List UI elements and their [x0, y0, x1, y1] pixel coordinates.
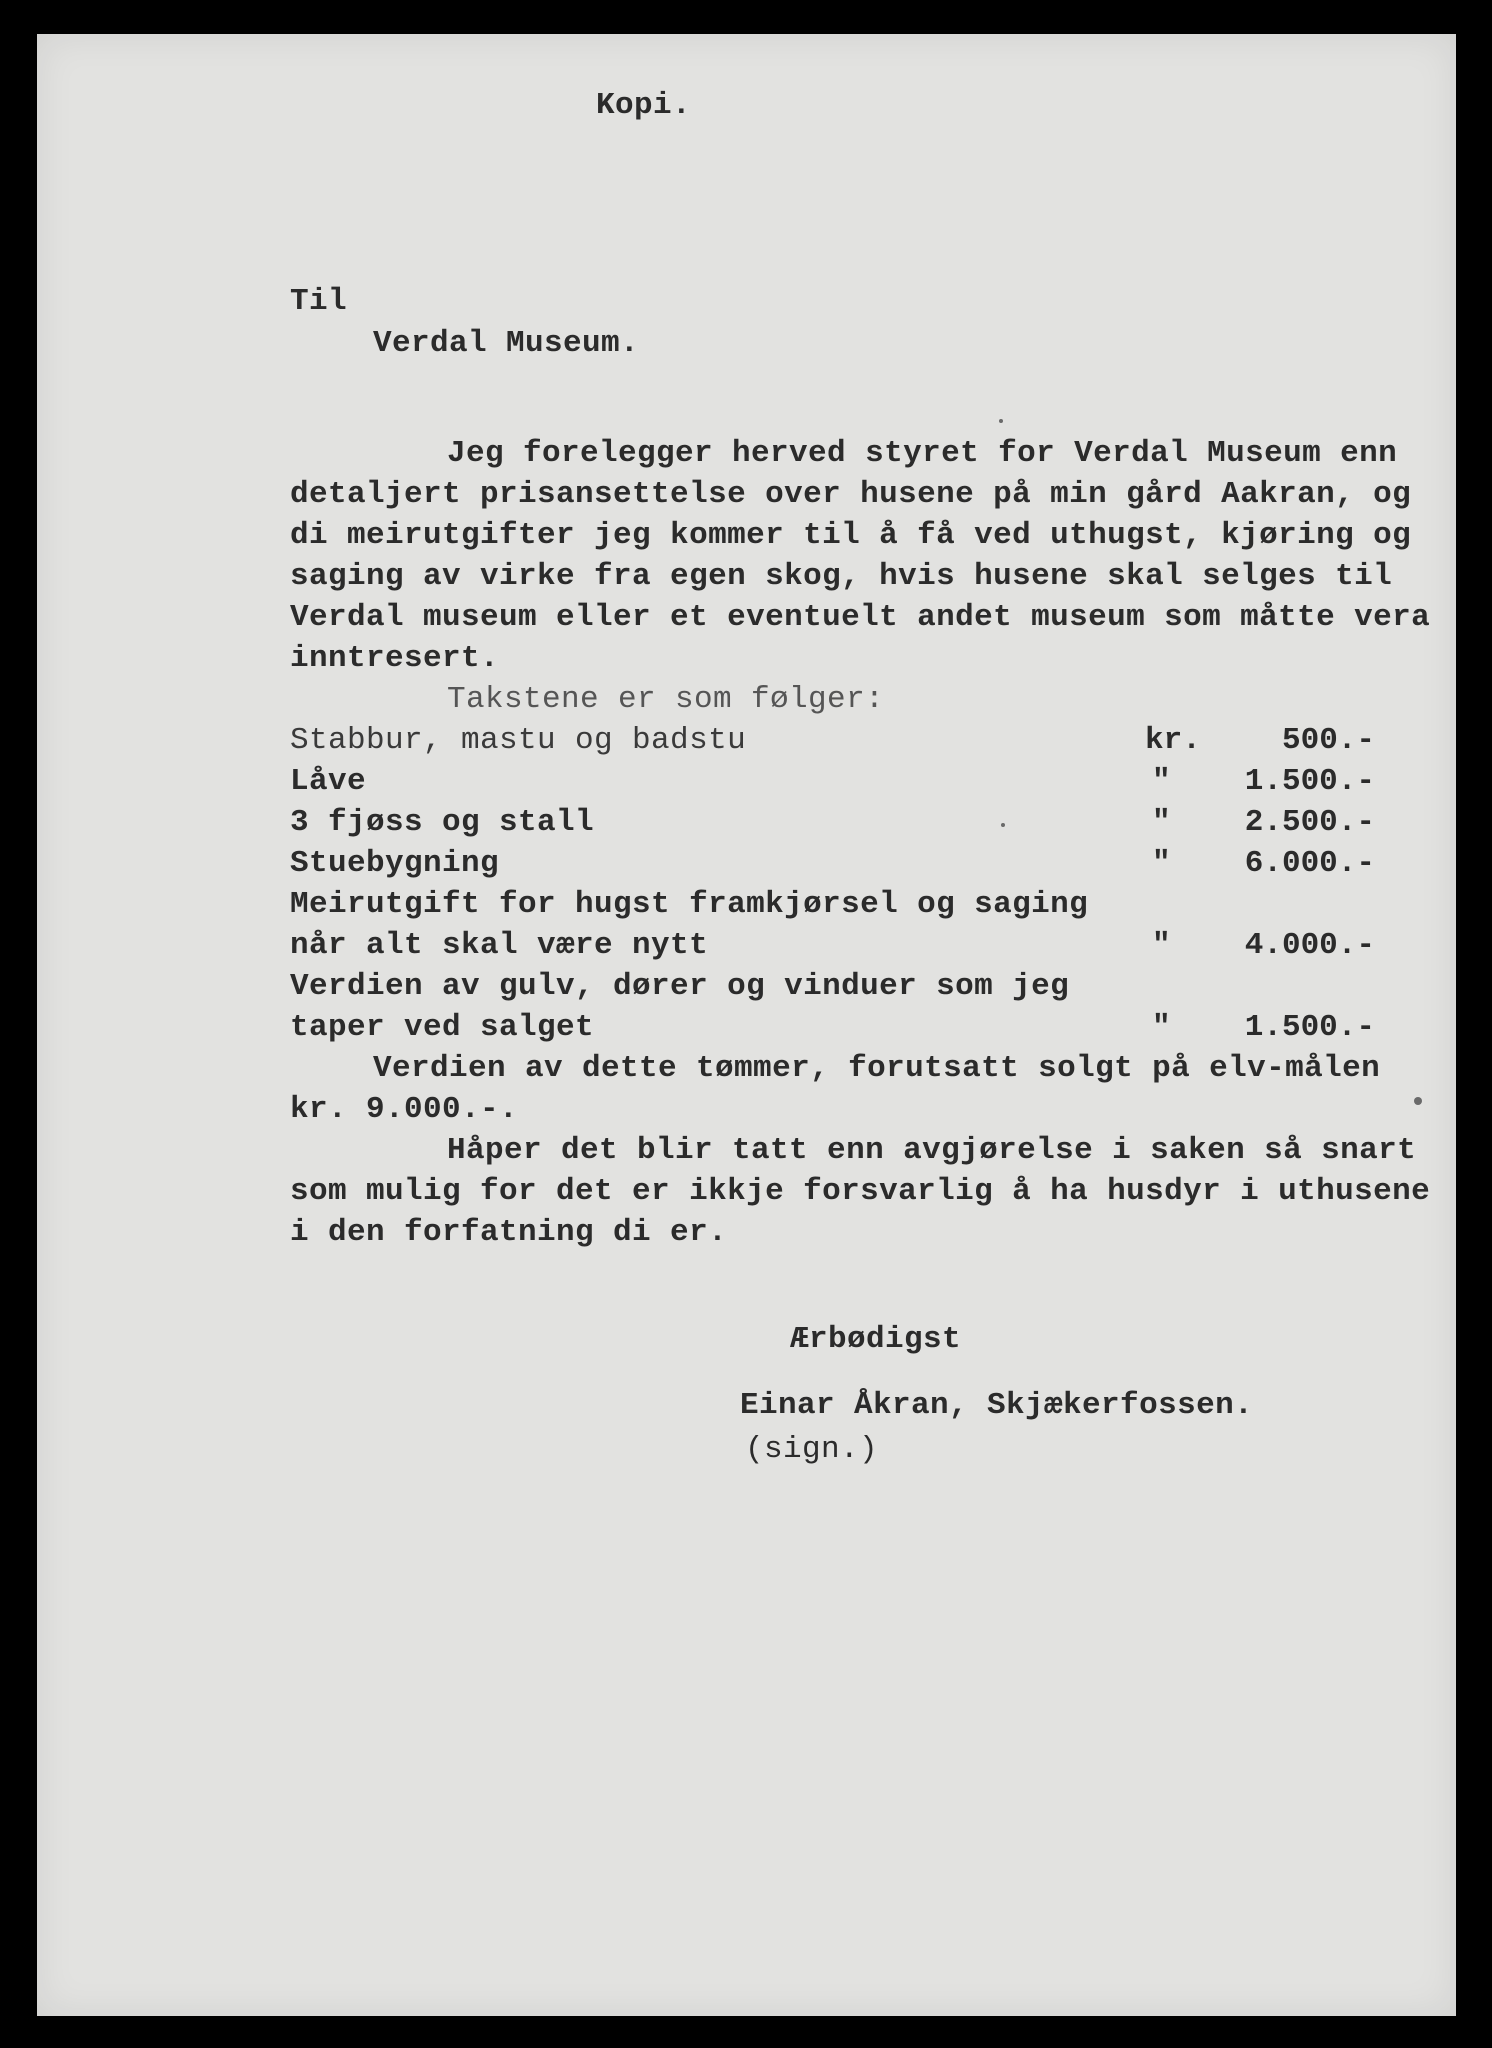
intro-line: Verdal museum eller et eventuelt andet museum som måtte vera: [290, 600, 1431, 635]
valuation-item-text: Stabbur, mastu og badstu: [290, 723, 747, 758]
valuation-item-unit: ": [1152, 805, 1171, 840]
intro-line: Jeg forelegger herved styret for Verdal Museum enn: [447, 436, 1398, 471]
intro-line: detaljert prisansettelse over husene på min gård Aakran, og: [290, 477, 1412, 512]
valuation-item-amount: 500.-: [1281, 723, 1375, 758]
timber-line: kr. 9.000.-.: [290, 1092, 519, 1127]
valuation-item-amount: 6.000.-: [1244, 846, 1375, 881]
salutation: Ærbødigst: [790, 1322, 962, 1357]
valuation-item-text: Meirutgift for hugst framkjørsel og saging: [290, 887, 1089, 922]
paper-speck: [1001, 823, 1005, 827]
intro-line: di meirutgifter jeg kommer til å få ved uthugst, kjøring og: [290, 518, 1412, 553]
document-page: [37, 34, 1456, 2016]
valuation-item-amount: 1.500.-: [1244, 1010, 1375, 1045]
addressee-prefix: Til: [290, 284, 348, 319]
closing-line: Håper det blir tatt enn avgjørelse i saken så snart: [447, 1133, 1417, 1168]
document-heading: Kopi.: [596, 88, 692, 123]
signed-note: (sign.): [745, 1432, 879, 1467]
intro-line: saging av virke fra egen skog, hvis husene skal selges til: [290, 559, 1393, 594]
closing-line: som mulig for det er ikkje forsvarlig å ha husdyr i uthusene: [290, 1174, 1431, 1209]
valuation-item-amount: 2.500.-: [1244, 805, 1375, 840]
addressee: Verdal Museum.: [373, 326, 640, 361]
closing-line: i den forfatning di er.: [290, 1215, 728, 1250]
valuation-item-unit: ": [1152, 1010, 1171, 1045]
valuation-item-unit: kr.: [1145, 723, 1201, 758]
valuation-item-unit: ": [1152, 928, 1171, 963]
valuation-item-text: Verdien av gulv, dører og vinduer som jeg: [290, 969, 1070, 1004]
valuation-item-text: Stuebygning: [290, 846, 500, 881]
timber-line: Verdien av dette tømmer, forutsatt solgt på elv-målen: [373, 1051, 1381, 1086]
intro-line: inntresert.: [290, 641, 500, 676]
paper-speck: [1414, 1097, 1422, 1105]
valuation-item-amount: 1.500.-: [1244, 764, 1375, 799]
valuation-item-unit: ": [1152, 764, 1171, 799]
valuation-intro: Takstene er som følger:: [447, 682, 885, 717]
signature: Einar Åkran, Skjækerfossen.: [740, 1388, 1254, 1423]
valuation-item-amount: 4.000.-: [1244, 928, 1375, 963]
valuation-item-text: Låve: [290, 764, 367, 799]
valuation-item-text: når alt skal være nytt: [290, 928, 709, 963]
valuation-item-unit: ": [1152, 846, 1171, 881]
valuation-item-text: 3 fjøss og stall: [290, 805, 595, 840]
valuation-item-text: taper ved salget: [290, 1010, 595, 1045]
paper-speck: [999, 419, 1003, 423]
